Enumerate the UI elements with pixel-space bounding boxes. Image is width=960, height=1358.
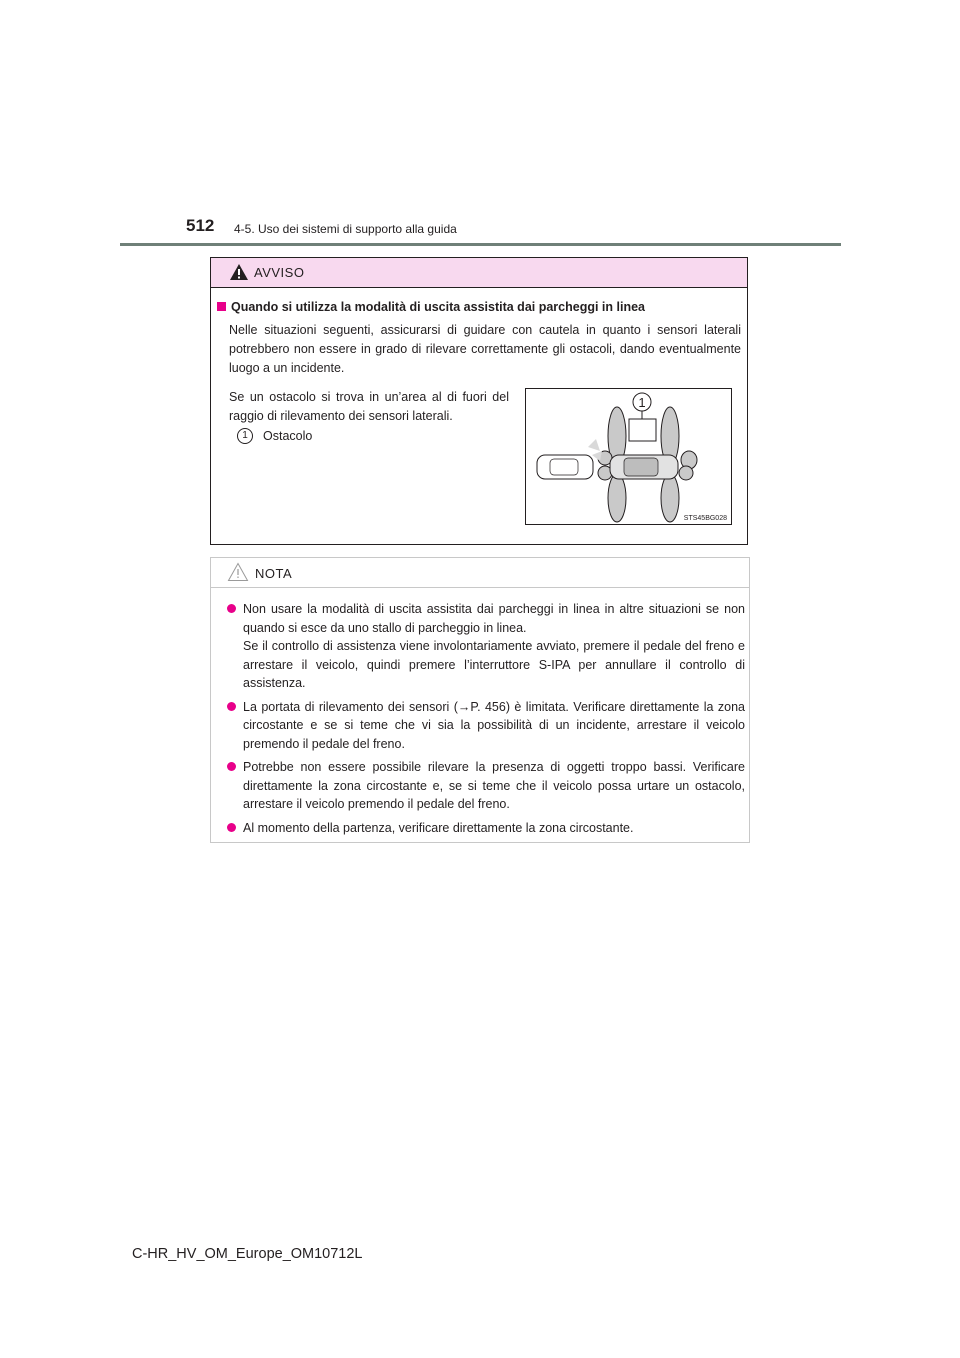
callout-number: 1 xyxy=(638,395,646,410)
sensor-zone xyxy=(608,474,626,522)
list-item xyxy=(225,819,745,838)
legend-number: 1 xyxy=(237,428,253,444)
list-item-text: Potrebbe non essere possibile rilevare la presenza di oggetti troppo bassi. Verificare direttamente la zona circostante e, se si teme che il veicolo possa urtare un ostacolo, arrestare il veicolo premendo il pedale del freno. xyxy=(243,760,745,811)
footer-document-code: C-HR_HV_OM_Europe_OM10712L xyxy=(132,1246,363,1262)
avviso-header xyxy=(211,258,747,288)
figure-legend xyxy=(237,428,312,444)
parking-diagram xyxy=(526,389,731,524)
nota-box xyxy=(210,557,750,843)
legend-label: Ostacolo xyxy=(263,429,313,443)
square-bullet-icon xyxy=(217,302,226,311)
caution-outline-icon xyxy=(227,562,249,582)
warning-icon xyxy=(229,263,249,281)
nota-title: NOTA xyxy=(255,566,293,581)
avviso-intro: Nelle situazioni seguenti, assicurarsi di guidare con cautela in quanto i sensori laterali potrebbero non essere in grado di rilevare correttamente gli ostacoli, dando eventualmente luogo a un incidente. xyxy=(229,323,741,375)
avviso-title: AVVISO xyxy=(254,265,305,280)
direction-arrow xyxy=(588,439,600,451)
avviso-heading-text: Quando si utilizza la modalità di uscita assistita dai parcheggi in linea xyxy=(231,300,645,314)
nota-header xyxy=(211,558,749,588)
bullet-icon xyxy=(227,702,236,711)
nota-list xyxy=(225,600,745,842)
list-item xyxy=(225,600,745,693)
list-item-text: Al momento della partenza, verificare direttamente la zona circostante. xyxy=(243,820,634,835)
header-rule xyxy=(120,243,841,246)
avviso-heading xyxy=(217,300,645,314)
parking-illustration xyxy=(525,388,732,525)
section-title: 4-5. Uso dei sistemi di supporto alla guida xyxy=(234,222,457,236)
list-item-text: Non usare la modalità di uscita assistita dai parcheggi in linea in altre situazioni se non quando si esce da uno stallo di parcheggio in linea. xyxy=(243,602,745,635)
bullet-icon xyxy=(227,762,236,771)
avviso-item-text: Se un ostacolo si trova in un’area al di fuori del raggio di rilevamento dei sensori laterali. xyxy=(229,390,509,423)
list-item xyxy=(225,698,745,754)
bullet-icon xyxy=(227,604,236,613)
figure-code: STS45BG028 xyxy=(683,515,727,522)
obstacle-box xyxy=(629,419,656,441)
list-item-text: La portata di rilevamento dei sensori (→P. 456) è limitata. Verificare direttamente la zona circostante e se si teme che vi sia la possibilità di un incidente, arrestare il veicolo premendo il pedale del freno. xyxy=(243,699,745,751)
sensor-zone xyxy=(661,474,679,522)
page-number: 512 xyxy=(186,216,215,235)
list-item-text: Se il controllo di assistenza viene involontariamente avviato, premere il pedale del freno e arrestare il veicolo, quindi premere l’interruttore S-IPA per annullare il controllo di assistenza. xyxy=(243,639,745,690)
list-item xyxy=(225,758,745,814)
bullet-icon xyxy=(227,823,236,832)
avviso-box xyxy=(210,257,748,545)
